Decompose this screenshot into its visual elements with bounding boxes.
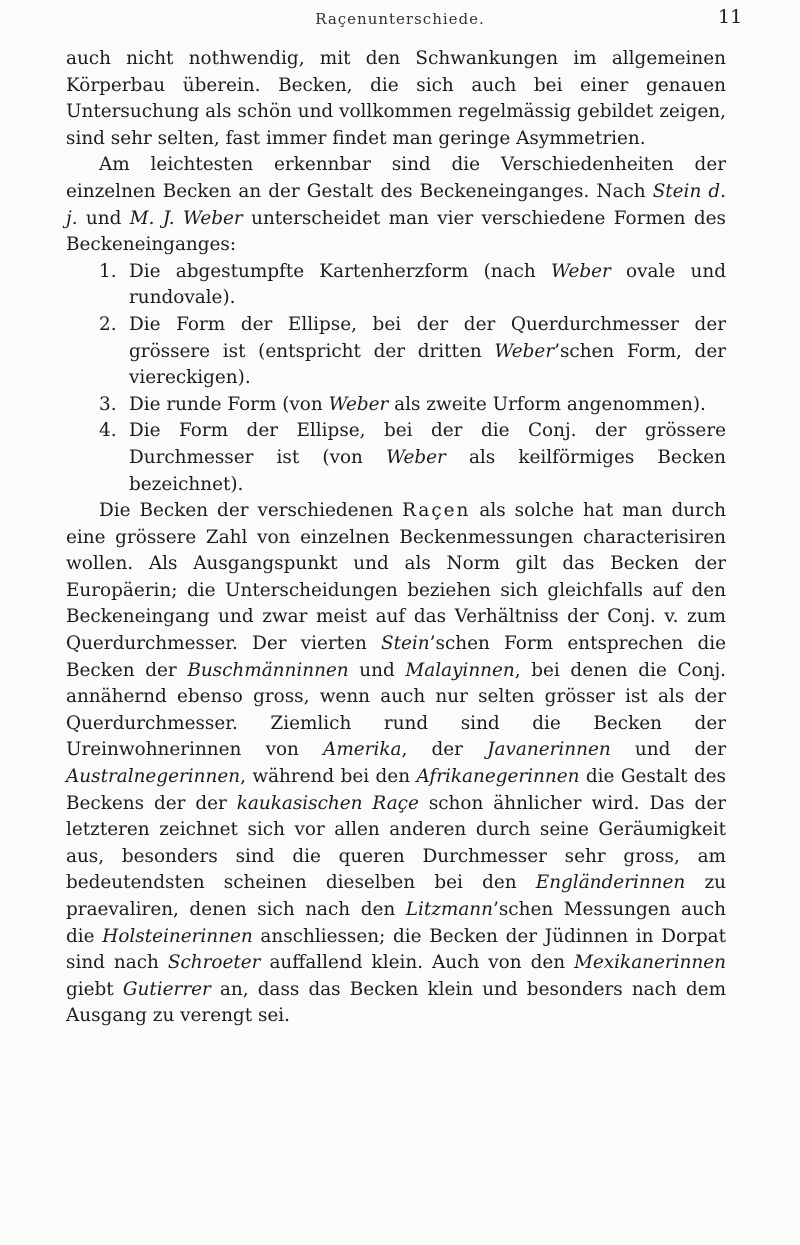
population-name: Australnegerinnen [66, 766, 241, 788]
list-text: Die runde Form (von Weber als zweite Urform angenommen). [129, 393, 706, 415]
population-name: kaukasischen Raçe [236, 792, 419, 814]
list-item [99, 259, 726, 312]
list-number: 4. [99, 420, 117, 442]
text-run: und [77, 207, 130, 229]
author-name: Weber [386, 446, 446, 468]
author-name: Weber [494, 340, 555, 362]
population-name: Buschmänninnen [187, 659, 349, 681]
paragraph-3: Die Becken der verschiedenen Raçen als solche hat man durch eine grössere Zahl von einzelnen Beckenmessungen characterisiren wollen. Als Ausgangspunkt und als Norm gilt das Becken der Europäerin; die Unterscheidungen beziehen sich gleichfalls auf den Beckeneingang und zwar meist auf das Verhältniss der Conj. v. zum Querdurchmesser. Der vierten Stein’schen Form entsprechen die Becken der Buschmänninnen und Malayinnen, bei denen die Conj. annähernd ebenso gross, wenn auch nur selten grösser ist als der Querdurchmesser. Ziemlich rund sind die Becken der Ureinwohnerinnen von Amerika, der Javanerinnen und der Australnegerinnen, während bei den Afrikanegerinnen die Gestalt des Beckens der der kaukasischen Raçe schon ähnlicher wird. Das der letzteren zeichnet sich vor allen anderen durch seine Geräumigkeit aus, besonders sind die queren Durchmesser sehr gross, am bedeutendsten scheinen dieselben bei den Engländerinnen zu praevaliren, denen sich nach den Litzmann’schen Messungen auch die Holsteinerinnen anschliessen; die Becken der Jüdinnen in Dorpat sind nach Schroeter auffallend klein. Auch von den Mexikanerinnen giebt Gutierrer an, dass das Becken klein und besonders nach dem Ausgang zu verengt sei. [66, 500, 727, 1027]
author-name: Weber [551, 260, 611, 282]
author-name: Stein [381, 633, 430, 655]
list-item [99, 312, 726, 392]
list-text: Die Form der Ellipse, bei der der Querdurchmesser der grössere ist (entspricht der dritten Weber’schen Form, der viereckigen). [129, 313, 727, 389]
author-name: Weber [328, 393, 389, 415]
list-text: Die Form der Ellipse, bei der die Conj. der grössere Durchmesser ist (von Weber als keilförmiges Becken bezeichnet). [129, 420, 726, 495]
population-name: Javanerinnen [487, 739, 611, 761]
list-item [99, 392, 726, 419]
page-number: 11 [718, 6, 743, 28]
author-name: Stein d. j. [66, 180, 726, 229]
population-name: Holsteinerinnen [102, 925, 253, 947]
population-name: Malayinnen [405, 659, 515, 681]
pelvis-forms-list [66, 259, 726, 498]
paragraph-1 [66, 46, 726, 152]
text-run: unterscheidet man vier verschiedene Formen des Beckeneinganges: [66, 207, 726, 256]
paragraph-2 [66, 152, 726, 258]
population-name: Mexikanerinnen [574, 952, 726, 974]
text-run: auch nicht nothwendig, mit den Schwankungen im allgemeinen Körperbau überein. Becken, die sich auch bei einer genauen Untersuchung als schön und vollkommen regelmässig gebildet zeigen, sind sehr selten, fast immer findet man geringe Asymmetrien. [66, 48, 726, 149]
list-number: 3. [99, 393, 117, 415]
author-name: Gutierrer [122, 978, 211, 1000]
population-name: Afrikanegerinnen [416, 766, 580, 788]
list-text: Die abgestumpfte Kartenherzform (nach Weber ovale und rundovale). [129, 260, 726, 309]
list-item [99, 418, 726, 498]
body-text [66, 46, 726, 1030]
population-name: Amerika [323, 739, 402, 761]
spaced-term: Raçen [402, 500, 471, 522]
page-header [0, 0, 800, 30]
text-run: Am leichtesten erkennbar sind die Verschiedenheiten der einzelnen Becken an der Gestalt des Beckeneinganges. Nach [66, 154, 726, 202]
author-name: Litzmann [405, 899, 494, 920]
list-number: 2. [99, 313, 117, 335]
list-number: 1. [99, 260, 117, 282]
running-head: Raçenunterschiede. [315, 10, 485, 28]
population-name: Engländerinnen [535, 872, 686, 894]
author-name: Schroeter [167, 952, 261, 974]
author-name: M. J. Weber [129, 207, 243, 229]
